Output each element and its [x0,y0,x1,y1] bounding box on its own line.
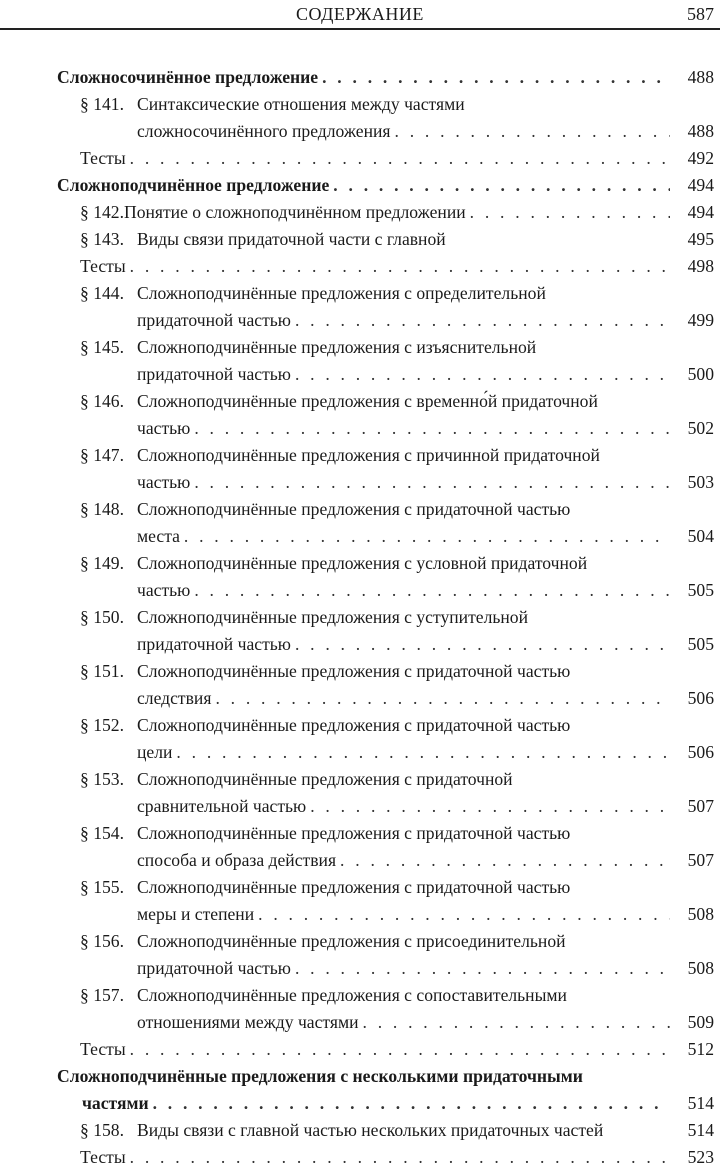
toc-line [80,145,720,172]
toc-entry-title: Тесты [80,148,126,168]
toc-line [80,1144,720,1171]
toc-line [80,442,720,469]
toc-line [57,1063,720,1090]
toc-page-number: 505 [687,580,714,600]
toc-entry-title: способа и образа действия [137,850,337,870]
toc-page-number: 498 [687,256,714,276]
leader-dots [310,793,670,820]
toc-entry-title: Сложноподчинённые предложения с придаточной частью [137,499,571,519]
toc-line [80,91,720,118]
toc-line [80,793,720,820]
toc-entry-title: Тесты [80,1039,126,1059]
toc-line [80,550,720,577]
toc-line [57,64,720,91]
toc-line [80,1009,720,1036]
toc-entry-title: следствия [137,688,212,708]
section-number: § 145. [80,337,124,357]
toc-entry-title: отношениями между частями [137,1012,359,1032]
toc-line [57,1090,720,1117]
section-number: § 146. [80,391,124,411]
toc-entry-title: сложносочинённого предложения [137,121,391,141]
toc-page-number: 507 [687,850,714,870]
section-number: § 154. [80,823,124,843]
leader-dots [194,469,670,496]
toc-entry-title: Сложноподчинённые предложения с причинной придаточной [137,445,600,465]
toc-entry-item[interactable] [0,874,720,928]
toc-line [80,226,720,253]
toc-page-number: 506 [687,742,714,762]
toc-entry-item[interactable] [0,820,720,874]
leader-dots [363,1009,670,1036]
toc-line [80,820,720,847]
toc-line [80,415,720,442]
toc-entry-item[interactable] [0,658,720,712]
toc-entry-title: частями [82,1093,149,1113]
toc-line [80,1036,720,1063]
section-number: § 142. [80,202,124,222]
table-of-contents [0,64,720,1171]
toc-page-number: 514 [687,1093,714,1113]
leader-dots [130,145,670,172]
leader-dots [295,307,670,334]
toc-page-number: 502 [687,418,714,438]
page-number: 587 [687,4,714,24]
toc-entry-title: частью [137,472,191,492]
toc-page-number: 503 [687,472,714,492]
toc-entry-item[interactable] [0,496,720,550]
leader-dots [176,739,670,766]
toc-line [80,280,720,307]
toc-line [80,388,720,415]
toc-entry-title: Сложноподчинённые предложения с условной придаточной [137,553,588,573]
toc-entry-title: Тесты [80,1147,126,1167]
section-number: § 152. [80,715,124,735]
toc-entry-title: Виды связи с главной частью нескольких придаточных частей [137,1120,604,1140]
toc-entry-title: Сложносочинённое предложение [57,67,319,87]
toc-line [80,631,720,658]
section-number: § 156. [80,931,124,951]
section-number: § 143. [80,229,124,249]
toc-entry-item[interactable] [0,766,720,820]
toc-line [80,739,720,766]
toc-line [80,604,720,631]
leader-dots [130,253,670,280]
toc-entry-title: Сложноподчинённые предложения с придаточной частью [137,661,571,681]
leader-dots [295,955,670,982]
toc-line [80,712,720,739]
toc-page-number: 492 [687,148,714,168]
toc-entry-chapter[interactable] [0,1063,720,1117]
section-number: § 141. [80,94,124,114]
leader-dots [258,901,670,928]
leader-dots [194,415,670,442]
toc-entry-item[interactable] [0,712,720,766]
leader-dots [333,172,670,199]
leader-dots [153,1090,670,1117]
toc-page-number: 495 [687,229,714,249]
leader-dots [295,631,670,658]
toc-entry-item[interactable] [0,982,720,1036]
toc-entry-test[interactable] [0,1144,720,1171]
section-number: § 157. [80,985,124,1005]
toc-page-number: 507 [687,796,714,816]
toc-entry-item[interactable] [0,199,720,226]
section-number: § 148. [80,499,124,519]
toc-entry-item[interactable] [0,91,720,145]
toc-entry-title: Сложноподчинённые предложения с изъяснительной [137,337,537,357]
toc-entry-title: придаточной частью [137,958,291,978]
toc-line [80,577,720,604]
leader-dots [184,523,670,550]
running-head-title: СОДЕРЖАНИЕ [296,4,424,24]
toc-entry-test[interactable] [0,1036,720,1063]
toc-line [80,658,720,685]
toc-entry-title: места [137,526,180,546]
toc-line [80,685,720,712]
toc-entry-item[interactable] [0,280,720,334]
section-number: § 147. [80,445,124,465]
toc-line [80,469,720,496]
toc-line [80,199,720,226]
toc-line [80,766,720,793]
toc-entry-title: цели [137,742,173,762]
toc-entry-title: придаточной частью [137,634,291,654]
toc-page-number: 508 [687,958,714,978]
section-number: § 149. [80,553,124,573]
toc-entry-test[interactable] [0,253,720,280]
toc-line [80,928,720,955]
toc-entry-title: частью [137,418,191,438]
toc-entry-item[interactable] [0,604,720,658]
toc-page-number: 488 [687,121,714,141]
toc-page-number: 508 [687,904,714,924]
toc-entry-title: Сложноподчинённые предложения с временно́й придаточной [137,391,598,411]
leader-dots [322,64,670,91]
toc-entry-item[interactable] [0,334,720,388]
leader-dots [340,847,670,874]
toc-entry-title: Сложноподчинённые предложения с придаточной частью [137,877,571,897]
leader-dots [130,1144,670,1171]
toc-page-number: 494 [687,202,714,222]
toc-entry-item[interactable] [0,442,720,496]
toc-line [80,496,720,523]
toc-page-number: 512 [687,1039,714,1059]
toc-entry-chapter[interactable] [0,172,720,199]
toc-entry-title: Синтаксические отношения между частями [137,94,465,114]
toc-line [80,847,720,874]
toc-entry-title: Сложноподчинённые предложения с сопоставительными [137,985,567,1005]
toc-entry-item[interactable] [0,550,720,604]
leader-dots [295,361,670,388]
leader-dots [130,1036,670,1063]
toc-line [80,307,720,334]
toc-entry-title: Сложноподчинённые предложения с определительной [137,283,546,303]
toc-page-number: 514 [687,1120,714,1140]
leader-dots [194,577,670,604]
toc-entry-item[interactable] [0,388,720,442]
toc-entry-title: Сложноподчинённые предложения с придаточной частью [137,823,571,843]
toc-entry-title: придаточной частью [137,310,291,330]
toc-page-number: 504 [687,526,714,546]
toc-page-number: 505 [687,634,714,654]
toc-entry-title: Сложноподчинённые предложения с присоединительной [137,931,566,951]
toc-entry-test[interactable] [0,145,720,172]
toc-entry-item[interactable] [0,226,720,253]
leader-dots [470,199,670,226]
section-number: § 153. [80,769,124,789]
toc-line [80,523,720,550]
toc-page-number: 500 [687,364,714,384]
section-number: § 144. [80,283,124,303]
toc-entry-title: Сложноподчинённые предложения с придаточной [137,769,513,789]
toc-page-number: 499 [687,310,714,330]
toc-line [80,874,720,901]
toc-entry-title: Понятие о сложноподчинённом предложении [123,202,466,222]
toc-entry-title: придаточной частью [137,364,291,384]
page-header [0,0,720,30]
toc-line [80,253,720,280]
toc-line [57,172,720,199]
toc-entry-item[interactable] [0,1117,720,1144]
toc-page-number: 488 [687,67,714,87]
toc-entry-item[interactable] [0,928,720,982]
toc-entry-title: частью [137,580,191,600]
toc-entry-title: Тесты [80,256,126,276]
toc-line [80,955,720,982]
section-number: § 155. [80,877,124,897]
toc-entry-title: меры и степени [137,904,255,924]
toc-page-number: 523 [687,1147,714,1167]
leader-dots [215,685,670,712]
toc-entry-title: Сложноподчинённое предложение [57,175,330,195]
toc-page-number: 494 [687,175,714,195]
toc-line [80,361,720,388]
leader-dots [395,118,670,145]
toc-entry-title: сравнительной частью [137,796,307,816]
toc-entry-chapter[interactable] [0,64,720,91]
toc-line [80,118,720,145]
toc-line [80,982,720,1009]
toc-line [80,901,720,928]
toc-entry-title: Сложноподчинённые предложения с уступительной [137,607,529,627]
section-number: § 150. [80,607,124,627]
toc-entry-title: Виды связи придаточной части с главной [137,229,446,249]
toc-page-number: 506 [687,688,714,708]
section-number: § 151. [80,661,124,681]
toc-line [80,1117,720,1144]
toc-entry-title: Сложноподчинённые предложения с придаточной частью [137,715,571,735]
section-number: § 158. [80,1120,124,1140]
toc-entry-title: Сложноподчинённые предложения с несколькими придаточными [57,1066,583,1086]
toc-line [80,334,720,361]
toc-page-number: 509 [687,1012,714,1032]
